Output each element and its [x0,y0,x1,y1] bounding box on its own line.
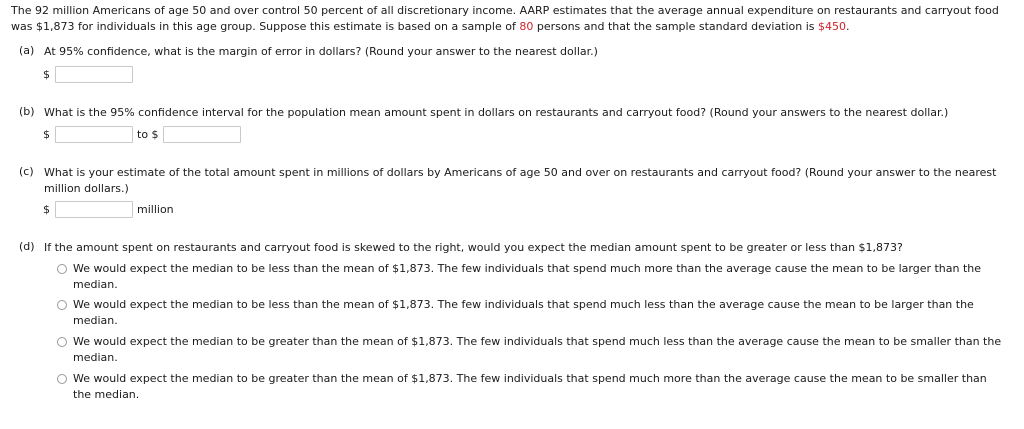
margin-of-error-input[interactable] [55,66,133,83]
million-unit-label: million [137,202,174,216]
part-c-label: (c) [19,165,34,178]
ci-upper-input[interactable] [163,126,241,143]
option-4-text: We would expect the median to be greater than the mean of $1,873. The few individuals that spend much more than the average cause the mean to be smaller than the median. [73,372,987,401]
ci-lower-input[interactable] [55,126,133,143]
radio-button[interactable] [57,374,67,384]
problem-statement [11,3,1019,35]
part-d-question: If the amount spent on restaurants and carryout food is skewed to the right, would you expect the median amount spent to be greater or less than $1,873? [44,241,903,254]
part-c-answer-row [43,199,174,219]
intro-text-end: . [846,20,850,33]
option-2-text: We would expect the median to be less than the mean of $1,873. The few individuals that spend much less than the average cause the mean to be larger than the median. [73,298,974,327]
part-c-question: What is your estimate of the total amount spent in millions of dollars by Americans of age 50 and over on restaurants and carryout food? (Round your answer to the nearest million dollars.) [44,166,997,195]
part-b-question: What is the 95% confidence interval for the population mean amount spent in dollars on restaurants and carryout food? (Round your answers to the nearest dollar.) [44,106,949,119]
sample-size-value: 80 [519,20,534,33]
option-3-text: We would expect the median to be greater than the mean of $1,873. The few individuals that spend much less than the average cause the mean to be smaller than the median. [73,335,1002,364]
radio-button[interactable] [57,337,67,347]
intro-text-mid: persons and that the sample standard deviation is [536,20,815,33]
total-spent-input[interactable] [55,201,133,218]
part-a-answer-row [43,64,133,84]
option-3[interactable] [57,334,1002,366]
part-b-label: (b) [19,105,35,118]
radio-button[interactable] [57,300,67,310]
part-d-label: (d) [19,240,35,253]
part-c-dollar-sign: $ [43,202,50,216]
option-2[interactable] [57,297,1002,329]
ci-separator: to $ [137,127,159,141]
intro-text: The 92 million Americans of age 50 and over control 50 percent of all discretionary income. AARP estimates that the average annual expenditure on restaurants and carryout food was $1,873 for individuals in this age group. Suppose this estimate is based on a sample of [11,4,999,33]
part-b-answer-row [43,124,241,144]
radio-button[interactable] [57,264,67,274]
option-1[interactable] [57,261,1002,293]
option-4[interactable] [57,371,1002,403]
part-b-dollar-sign: $ [43,127,50,141]
part-a-dollar-sign: $ [43,67,50,81]
option-1-text: We would expect the median to be less than the mean of $1,873. The few individuals that spend much more than the average cause the mean to be larger than the median. [73,262,982,291]
std-dev-value: $450 [818,20,847,33]
part-a-label: (a) [19,44,35,57]
part-a-question: At 95% confidence, what is the margin of error in dollars? (Round your answer to the nearest dollar.) [44,45,598,58]
